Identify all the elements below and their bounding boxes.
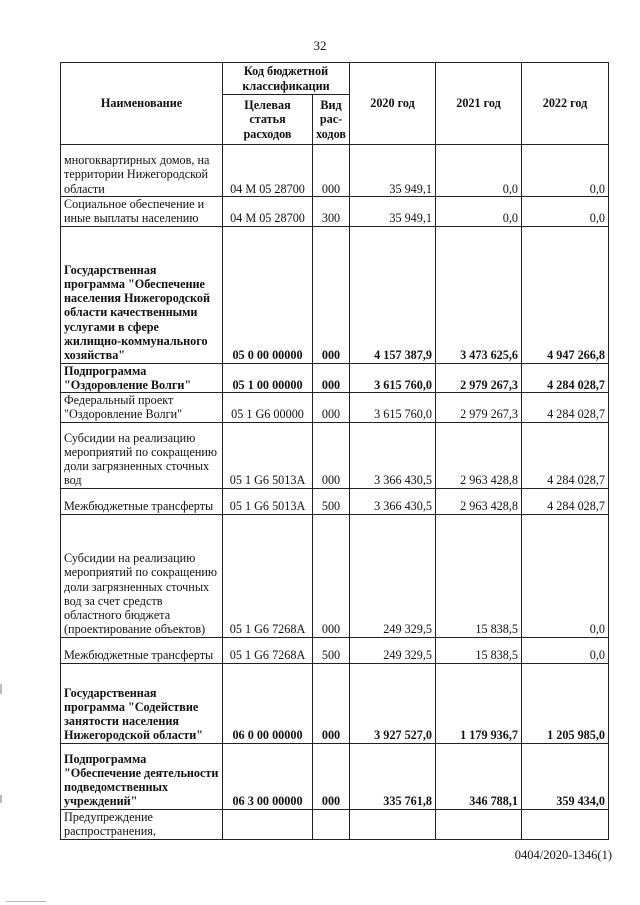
- row-value-2020: 335 761,8: [350, 743, 436, 809]
- scan-artifact: [0, 684, 2, 694]
- table-row: [61, 743, 609, 809]
- row-value-2021: [436, 809, 522, 839]
- row-value-2020: 3 366 430,5: [350, 488, 436, 514]
- row-value-2021: 0,0: [436, 145, 522, 197]
- row-name: Межбюджетные трансферты: [61, 637, 223, 663]
- table-row: [61, 809, 609, 839]
- row-target-article: 06 3 00 00000: [223, 743, 313, 809]
- table-row: [61, 488, 609, 514]
- row-name: Предупреждение распространения,: [61, 809, 223, 839]
- row-value-2022: 0,0: [522, 197, 609, 227]
- row-value-2020: 3 927 527,0: [350, 663, 436, 743]
- row-target-article: 05 0 00 00000: [223, 226, 313, 363]
- row-target-article: 05 1 G6 7268A: [223, 637, 313, 663]
- row-value-2022: 1 205 985,0: [522, 663, 609, 743]
- table-row: [61, 637, 609, 663]
- row-value-2021: 346 788,1: [436, 743, 522, 809]
- row-target-article: 05 1 G6 5013A: [223, 488, 313, 514]
- row-expense-kind: 500: [313, 637, 350, 663]
- header-code-group: Код бюджетной классификации: [223, 63, 350, 95]
- row-value-2021: 15 838,5: [436, 514, 522, 637]
- row-expense-kind: [313, 809, 350, 839]
- row-value-2021: 0,0: [436, 197, 522, 227]
- table-row: [61, 226, 609, 363]
- row-expense-kind: 000: [313, 145, 350, 197]
- row-name: Субсидии на реализацию мероприятий по сокращению доли загрязненных сточных вод: [61, 422, 223, 488]
- row-expense-kind: 000: [313, 226, 350, 363]
- row-value-2022: 0,0: [522, 145, 609, 197]
- row-value-2022: 4 947 266,8: [522, 226, 609, 363]
- row-name: Государственная программа "Обеспечение населения Нижегородской области качественными услугами в сфере жилищно-коммунального хозяйства": [61, 226, 223, 363]
- row-value-2021: 2 979 267,3: [436, 363, 522, 393]
- table-row: [61, 422, 609, 488]
- header-2022: 2022 год: [522, 63, 609, 145]
- row-value-2020: 3 615 760,0: [350, 393, 436, 423]
- row-value-2021: 15 838,5: [436, 637, 522, 663]
- row-target-article: 05 1 G6 00000: [223, 393, 313, 423]
- document-code: 0404/2020-1346(1): [514, 848, 612, 862]
- row-value-2022: 4 284 028,7: [522, 422, 609, 488]
- row-value-2020: [350, 809, 436, 839]
- row-name: Субсидии на реализацию мероприятий по сокращению доли загрязненных сточных вод за счет средств областного бюджета (проектирование объектов): [61, 514, 223, 637]
- row-value-2021: 2 963 428,8: [436, 488, 522, 514]
- row-target-article: 06 0 00 00000: [223, 663, 313, 743]
- row-expense-kind: 300: [313, 197, 350, 227]
- row-value-2020: 3 615 760,0: [350, 363, 436, 393]
- row-name: Подпрограмма "Обеспечение деятельности подведомственных учреждений": [61, 743, 223, 809]
- header-expense-kind: Вид рас-ходов: [313, 95, 350, 145]
- header-2021: 2021 год: [436, 63, 522, 145]
- row-value-2022: [522, 809, 609, 839]
- row-value-2022: 0,0: [522, 637, 609, 663]
- row-value-2022: 359 434,0: [522, 743, 609, 809]
- page-number: 32: [313, 38, 327, 53]
- table-row: [61, 197, 609, 227]
- table-row: [61, 393, 609, 423]
- table-row: [61, 145, 609, 197]
- row-target-article: 05 1 G6 5013A: [223, 422, 313, 488]
- row-expense-kind: 000: [313, 422, 350, 488]
- row-name: Государственная программа "Содействие занятости населения Нижегородской области": [61, 663, 223, 743]
- table-body: [61, 145, 609, 840]
- row-name: Социальное обеспечение и иные выплаты населению: [61, 197, 223, 227]
- row-expense-kind: 000: [313, 663, 350, 743]
- scan-artifact: [6, 901, 46, 902]
- row-value-2021: 2 979 267,3: [436, 393, 522, 423]
- row-value-2022: 4 284 028,7: [522, 393, 609, 423]
- row-expense-kind: 000: [313, 514, 350, 637]
- header-2020: 2020 год: [350, 63, 436, 145]
- row-expense-kind: 500: [313, 488, 350, 514]
- scan-artifact: [0, 795, 2, 803]
- row-value-2022: 4 284 028,7: [522, 363, 609, 393]
- row-value-2020: 249 329,5: [350, 514, 436, 637]
- row-value-2021: 2 963 428,8: [436, 422, 522, 488]
- row-value-2020: 249 329,5: [350, 637, 436, 663]
- header-target-article: Целевая статья расходов: [223, 95, 313, 145]
- row-value-2020: 4 157 387,9: [350, 226, 436, 363]
- row-value-2020: 35 949,1: [350, 145, 436, 197]
- row-value-2022: 4 284 028,7: [522, 488, 609, 514]
- row-target-article: 05 1 G6 7268A: [223, 514, 313, 637]
- row-target-article: [223, 809, 313, 839]
- row-name: Федеральный проект "Оздоровление Волги": [61, 393, 223, 423]
- header-name: Наименование: [61, 63, 223, 145]
- row-name: Подпрограмма "Оздоровление Волги": [61, 363, 223, 393]
- table-row: [61, 663, 609, 743]
- row-expense-kind: 000: [313, 743, 350, 809]
- row-name: Межбюджетные трансферты: [61, 488, 223, 514]
- row-value-2021: 3 473 625,6: [436, 226, 522, 363]
- table-row: [61, 363, 609, 393]
- budget-table: [60, 62, 609, 840]
- row-value-2020: 3 366 430,5: [350, 422, 436, 488]
- row-name: многоквартирных домов, на территории Нижегородской области: [61, 145, 223, 197]
- row-value-2020: 35 949,1: [350, 197, 436, 227]
- row-value-2022: 0,0: [522, 514, 609, 637]
- row-expense-kind: 000: [313, 393, 350, 423]
- row-value-2021: 1 179 936,7: [436, 663, 522, 743]
- row-target-article: 05 1 00 00000: [223, 363, 313, 393]
- row-target-article: 04 М 05 28700: [223, 197, 313, 227]
- table-row: [61, 514, 609, 637]
- row-expense-kind: 000: [313, 363, 350, 393]
- row-target-article: 04 М 05 28700: [223, 145, 313, 197]
